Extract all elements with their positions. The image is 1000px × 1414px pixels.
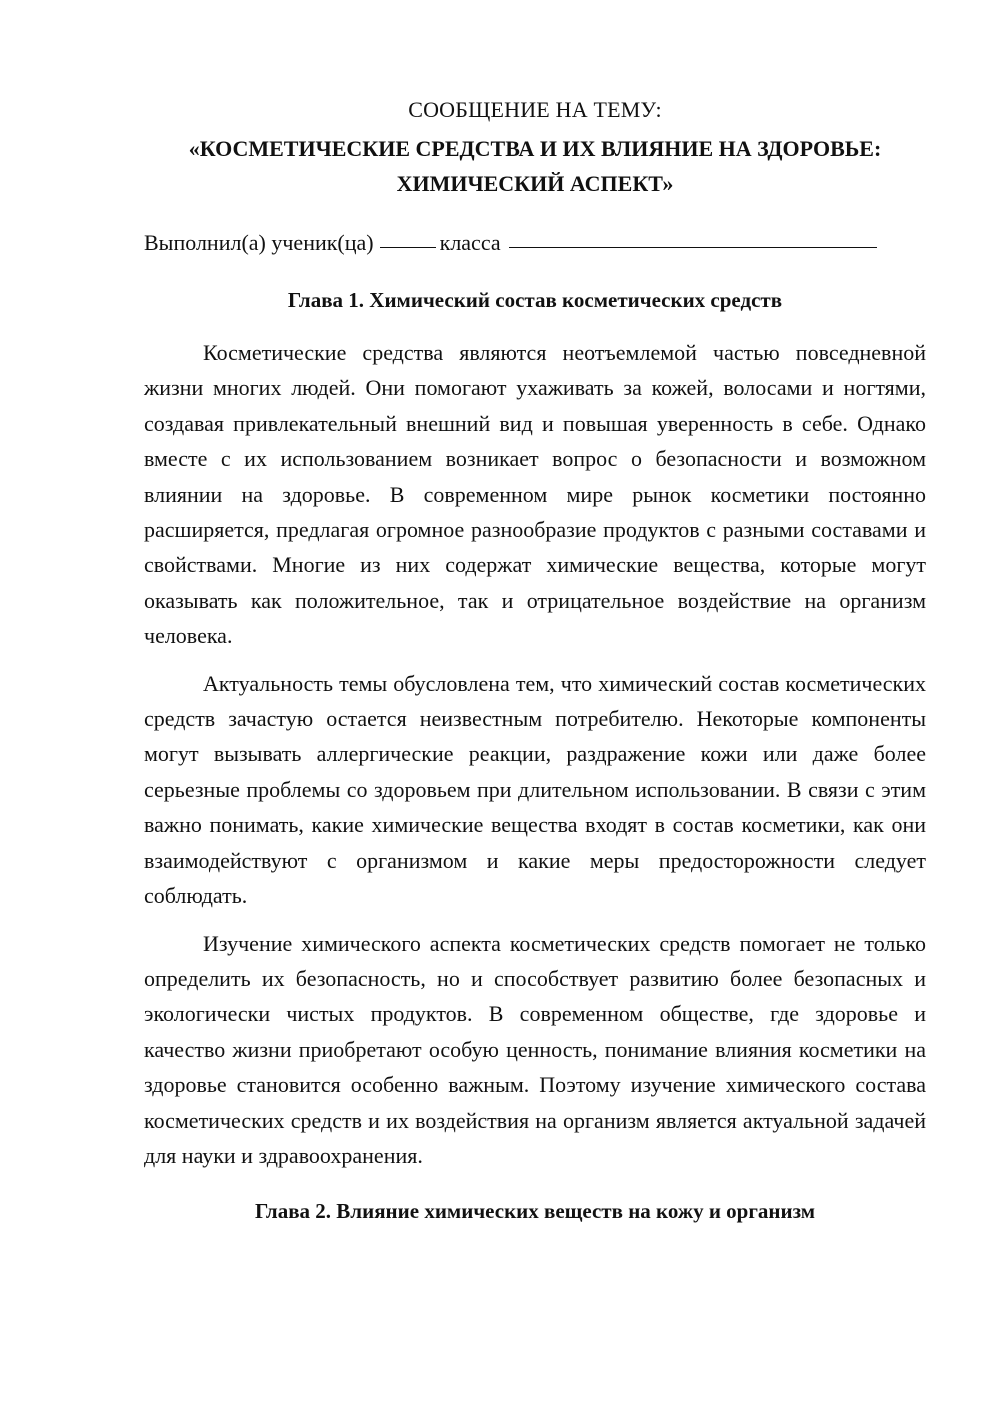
- document-title: [144, 131, 926, 201]
- paragraph-2: Актуальность темы обусловлена тем, что химический состав косметических средств зачастую остается неизвестным потребителю. Некоторые компоненты могут вызывать аллергические реакции, раздражение кожи или даже более серьезные проблемы со здоровьем при длительном использовании. В связи с этим важно понимать, какие химические вещества входят в состав косметики, как они взаимодействуют с организмом и какие меры предосторожности следует соблюдать.: [144, 670, 926, 909]
- title-line-1: «КОСМЕТИЧЕСКИЕ СРЕДСТВА И ИХ ВЛИЯНИЕ НА ЗДОРОВЬЕ:: [188, 136, 882, 161]
- author-class-word: класса: [439, 230, 501, 255]
- author-prefix: Выполнил(а) ученик(ца): [144, 230, 374, 255]
- paragraph-3: Изучение химического аспекта косметических средств помогает не только определить их безопасность, но и способствует развитию более безопасных и экологически чистых продуктов. В современном обществе, где здоровье и качество жизни приобретают особую ценность, понимание влияния косметики на здоровье становится особенно важным. Поэтому изучение химического состава косметических средств и их воздействия на организм является актуальной задачей для науки и здравоохранения.: [144, 930, 926, 1168]
- title-line-2: ХИМИЧЕСКИЙ АСПЕКТ»: [396, 171, 674, 196]
- student-name-blank: [509, 246, 877, 248]
- chapter-2-title: Глава 2. Влияние химических веществ на кожу и организм: [254, 1199, 816, 1224]
- paragraph-1: Косметические средства являются неотъемлемой частью повседневной жизни многих людей. Они помогают ухаживать за кожей, волосами и ногтями, создавая привлекательный внешний вид и повышая уверенность в себе. Однако вместе с их использованием возникает вопрос о безопасности и возможном влиянии на здоровье. В современном мире рынок косметики постоянно расширяется, предлагая огромное разнообразие продуктов с разными составами и свойствами. Многие из них содержат химические вещества, которые могут оказывать как положительное, так и отрицательное воздействие на организм человека.: [144, 340, 926, 649]
- document-header: СООБЩЕНИЕ НА ТЕМУ:: [408, 97, 662, 122]
- author-line: [144, 225, 926, 260]
- class-number-blank: [380, 246, 436, 248]
- chapter-1-title: Глава 1. Химический состав косметических средств: [287, 288, 783, 312]
